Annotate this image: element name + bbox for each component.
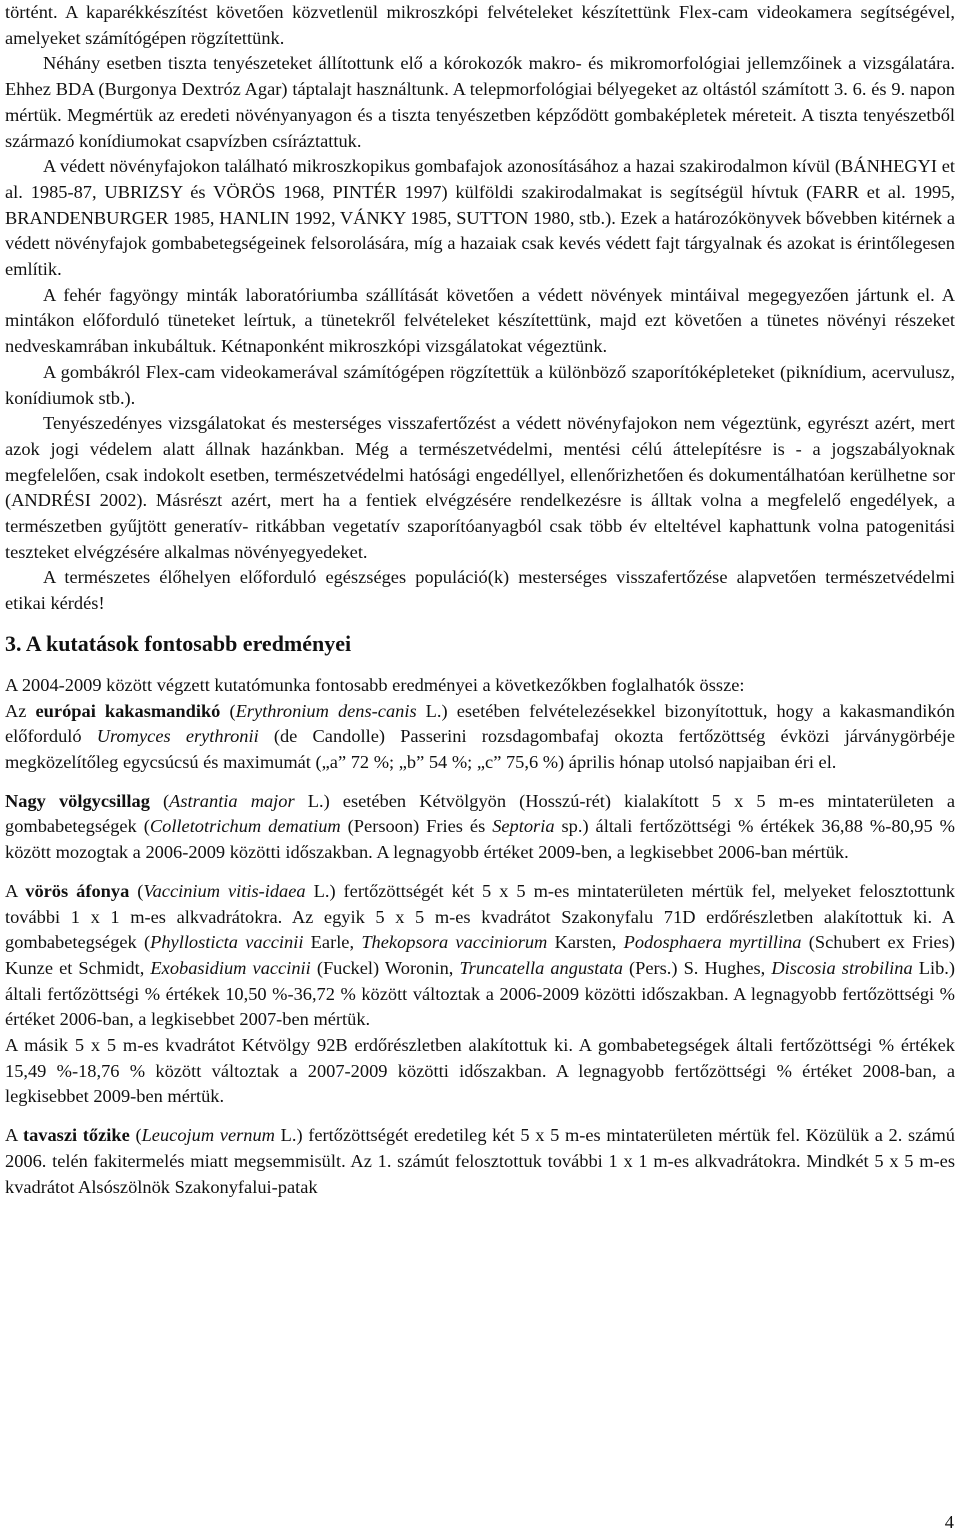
text: sp.) általi fertőzöttségi % értékek 36,88 %-80,95 % között mozogtak a 2006-2009 közötti időszakban. A legnagyobb értéket 2009-ben, a legkisebbet 2006-ban mértük. bbox=[5, 816, 955, 863]
text: ( bbox=[149, 790, 170, 811]
result-paragraph-erythronium bbox=[5, 699, 955, 776]
paragraph: A fehér fagyöngy minták laboratóriumba szállítását követően a védett növények mintáival megegyezően jártunk el. A mintákon előforduló tüneteket leírtuk, a tünetekről felvételeket készítettünk, majd ezt követően a tünetes növényi részeket nedveskamrában inkubáltuk. Kétnaponként mikroszkópi vizsgálatokat végeztünk. bbox=[5, 284, 955, 357]
paragraph: A 2004-2009 között végzett kutatómunka fontosabb eredményei a következőkben foglalhatók össze: bbox=[5, 674, 745, 695]
paragraph: Néhány esetben tiszta tenyészeteket állítottunk elő a kórokozók makro- és mikromorfológiai jellemzőinek a vizsgálatára. Ehhez BDA (Burgonya Dextróz Agar) táptalajt használtunk. A telepmorfológiai bélyegeket az oltástól számított 3. 6. és 9. napon mértük. Megmértük az eredeti növényanyagon és a tiszta tenyészetben képződött gombaképletek méreteit. A tiszta tenyészetből származó konídiumokat csapvízben csíráztattuk. bbox=[5, 53, 955, 151]
latin-name: Vaccinium vitis-idaea bbox=[143, 880, 306, 901]
text: ( bbox=[220, 700, 236, 721]
text: Karsten, bbox=[547, 932, 624, 953]
species-name: tavaszi tőzike bbox=[22, 1125, 130, 1146]
species-name: európai kakasmandikó bbox=[35, 700, 221, 721]
latin-name: Discosia strobilina bbox=[771, 957, 913, 978]
text: (Fuckel) Woronin, bbox=[310, 957, 460, 978]
species-name: Nagy völgycsillag bbox=[5, 790, 150, 811]
paragraph: A védett növényfajokon található mikroszkopikus gombafajok azonosításához a hazai szakirodalmon kívül (BÁNHEGYI et al. 1985-87, UBRIZSY és VÖRÖS 1968, PINTÉR 1997) külföldi szakirodalmakat is segítségül hívtuk (FARR et al. 1995, BRANDENBURGER 1985, HANLIN 1992, VÁNKY 1985, SUTTON 1980, stb.). Ezek a határozókönyvek bővebben kitérnek a védett növényfajok gombabetegségeinek felsorolására, míg a hazaiak csak kevés védett fajt tárgyalnak és azokat is érintőlegesen említik. bbox=[5, 156, 955, 280]
latin-name: Septoria bbox=[492, 816, 555, 837]
text: L.) fertőzöttségét két 5 x 5 m-es mintaterületen mértük fel, melyeket felosztottunk további 1 x 1 m-es alkvadrátokra. Az egyik 5 x 5 m-es kvadrátot Szakonyfalu 71D erdőrészletben alakítottuk ki. A gombabetegségek ( bbox=[5, 880, 955, 953]
section-heading: 3. A kutatások fontosabb eredményei bbox=[5, 630, 352, 656]
latin-name: Truncatella angustata bbox=[459, 957, 623, 978]
page-number: 4 bbox=[944, 1512, 954, 1532]
latin-name: Podosphaera myrtillina bbox=[623, 932, 802, 953]
paragraph: történt. A kaparékkészítést követően közvetlenül mikroszkópi felvételeket készítettünk Flex-cam videokamera segítségével, amelyeket számítógépen rögzítettünk. bbox=[5, 2, 955, 48]
text: (Persoon) Fries és bbox=[340, 816, 493, 837]
paragraph: A természetes élőhelyen előforduló egészséges populáció(k) mesterséges visszafertőzése alapvetően természetvédelmi etikai kérdés! bbox=[5, 567, 955, 614]
paragraph: A másik 5 x 5 m-es kvadrátot Kétvölgy 92B erdőrészletben alakítottuk ki. A gombabetegségek általi fertőzöttségi % értékek 15,49 %-18,76 % között változtak a 2007-2009 közötti időszakban. A legnagyobb fertőzöttségi % értéket 2008-ban, a legkisebbet 2009-ben mértük. bbox=[5, 1035, 955, 1107]
text: A bbox=[5, 880, 26, 901]
latin-name: Uromyces erythronii bbox=[96, 726, 259, 747]
text: Earle, bbox=[303, 932, 362, 953]
text: (Pers.) S. Hughes, bbox=[622, 957, 772, 978]
latin-name: Leucojum vernum bbox=[141, 1125, 275, 1146]
text: A bbox=[5, 1125, 23, 1146]
paragraph: A gombákról Flex-cam videokamerával számítógépen rögzítettük a különböző szaporítóképleteket (piknídium, acervulusz, konídiumok stb.). bbox=[5, 361, 955, 408]
text: ( bbox=[129, 1125, 142, 1146]
latin-name: Colletotrichum dematium bbox=[149, 816, 341, 837]
text: Az bbox=[5, 700, 36, 721]
text: L.) esetében felvételezésekkel bizonyítottuk, hogy a kakasmandikón előforduló bbox=[5, 700, 955, 747]
paragraph: Tenyészedényes vizsgálatokat és mesterséges visszafertőzést a védett növényfajokon nem végeztünk, egyrészt azért, mert azok jogi védelem alatt állnak hazánkban. Még a természetvédelmi, mentési célú áttelepítésre is - a jogszabályoknak megfelelően, csak indokolt esetben, természetvédelmi hatósági engedéllyel, ellenőrizhetően és dokumentálhatóan kerülhetne sor (ANDRÉSI 2002). Másrészt azért, mert ha a fentiek elvégzésére rendelkezésre is álltak volna a megfelelő engedélyek, a természetben gyűjtött generatív- ritkábban vegetatív szaporítóanyagból csak több év elteltével kaphattunk volna patogenitási teszteket elvégzésére alkalmas növényegyedeket. bbox=[5, 413, 955, 562]
latin-name: Thekopsora vacciniorum bbox=[361, 932, 548, 953]
text: (de Candolle) Passerini rozsdagombafaj okozta fertőzöttség évközi járványgörbéje megközelítőleg egycsúcsú és maximumát („a” 72 %; „b” 54 %; „c” 75,6 %) április hónap utolsó napjaiban éri el. bbox=[5, 726, 955, 772]
latin-name: Astrantia major bbox=[169, 790, 295, 811]
latin-name: Exobasidium vaccinii bbox=[150, 957, 311, 978]
text: ( bbox=[129, 880, 144, 901]
latin-name: Phyllosticta vaccinii bbox=[150, 932, 304, 953]
text: Lib.) általi fertőzöttségi % értékek 10,50 %-36,72 % között változtak a 2006-2009 közötti időszakban. A legnagyobb fertőzöttségi % értéket 2006-ban, a legkisebbet 2007-ben mértük. bbox=[5, 957, 956, 1030]
text: (Schubert ex Fries) Kunze et Schmidt, bbox=[5, 932, 955, 978]
result-paragraph-astrantia bbox=[5, 789, 955, 866]
species-name: vörös áfonya bbox=[25, 880, 130, 901]
document-page bbox=[5, 0, 955, 1200]
text: L.) esetében Kétvölgyön (Hosszú-rét) kialakított 5 x 5 m-es mintaterületen a gombabetegségek ( bbox=[5, 790, 955, 837]
latin-name: Erythronium dens-canis bbox=[235, 700, 417, 721]
result-paragraph-leucojum bbox=[5, 1123, 955, 1200]
text: L.) fertőzöttségét eredetileg két 5 x 5 m-es mintaterületen mértük fel. Közülük a 2. számú 2006. telén fakitermelés miatt megsemmisült. Az 1. számút felosztottuk további 1 x 1 m-es alkvadrátokra. Mindkét 5 x 5 m-es kvadrátot Alsószölnök Szakonyfalui-patak bbox=[5, 1125, 955, 1197]
result-paragraph-vaccinium bbox=[5, 879, 955, 1033]
